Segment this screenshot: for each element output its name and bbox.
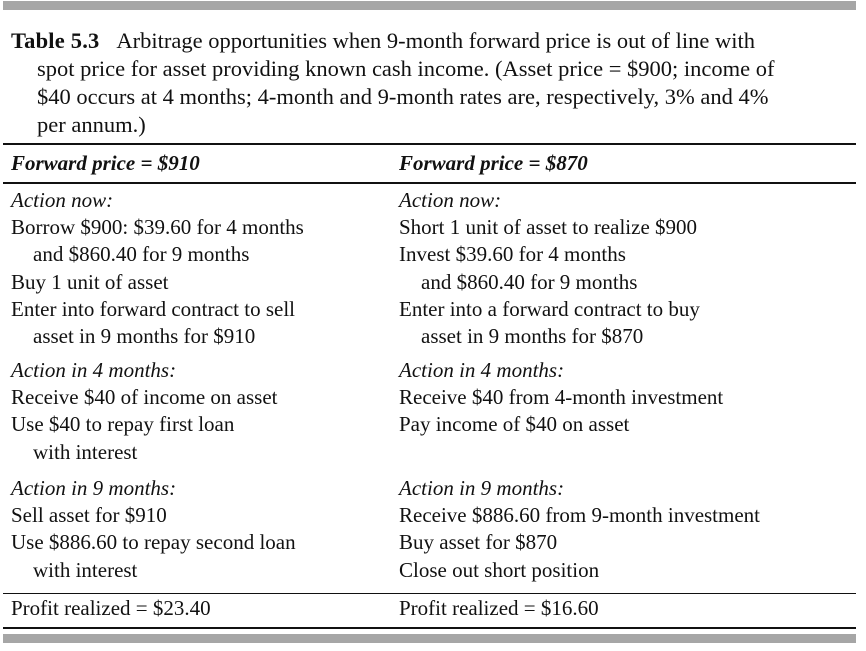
caption-text-1: Arbitrage opportunities when 9-month forward price is out of line with: [116, 28, 755, 53]
table-line: with interest: [33, 439, 138, 464]
right-profit-realized: Profit realized = $16.60: [399, 596, 599, 620]
table-line: and $860.40 for 9 months: [421, 269, 638, 294]
right-action-4-months: [399, 357, 854, 439]
table-line: Buy asset for $870: [399, 530, 558, 555]
left-action-9-months: [11, 475, 386, 584]
caption-label: Table 5.3: [11, 28, 100, 53]
table-line: Receive $40 of income on asset: [11, 385, 278, 410]
table-line: Receive $886.60 from 9-month investment: [399, 503, 761, 528]
left-action-now: [11, 187, 386, 350]
table-line: Sell asset for $910: [11, 503, 167, 528]
table-line: Pay income of $40 on asset: [399, 412, 630, 437]
caption-line-1: [11, 27, 857, 55]
table-caption: [11, 27, 857, 139]
right-action-9-months: [399, 475, 854, 584]
left-profit-realized: Profit realized = $23.40: [11, 596, 211, 620]
table-line: Use $886.60 to repay second loan: [11, 530, 296, 555]
table-line: Close out short position: [399, 557, 600, 582]
header-bottom-rule: [3, 182, 856, 184]
profit-top-rule: [3, 593, 856, 594]
section-title: Action in 9 months:: [399, 476, 565, 500]
right-column-header: Forward price = $870: [399, 151, 588, 175]
section-title: Action now:: [399, 188, 502, 212]
table-line: Invest $39.60 for 4 months: [399, 242, 626, 267]
table-line: Buy 1 unit of asset: [11, 269, 169, 294]
table-line: and $860.40 for 9 months: [33, 242, 250, 267]
table-line: Use $40 to repay first loan: [11, 412, 235, 437]
section-title: Action now:: [11, 188, 114, 212]
header-top-rule: [3, 143, 856, 145]
section-title: Action in 4 months:: [399, 358, 565, 382]
caption-line-2: spot price for asset providing known cash income. (Asset price = $900; income of: [37, 56, 775, 81]
table-line: asset in 9 months for $870: [421, 324, 644, 349]
section-title: Action in 9 months:: [11, 476, 177, 500]
table-bottom-rule: [3, 627, 856, 629]
table-line: Enter into forward contract to sell: [11, 296, 295, 321]
table-line: asset in 9 months for $910: [33, 324, 256, 349]
section-title: Action in 4 months:: [11, 358, 177, 382]
table-line: Short 1 unit of asset to realize $900: [399, 215, 698, 240]
left-column-header: Forward price = $910: [11, 151, 200, 175]
bottom-gray-bar: [3, 634, 856, 643]
top-gray-bar: [3, 1, 856, 10]
caption-line-3: $40 occurs at 4 months; 4-month and 9-month rates are, respectively, 3% and 4%: [37, 84, 769, 109]
table-line: Receive $40 from 4-month investment: [399, 385, 724, 410]
table-line: Enter into a forward contract to buy: [399, 296, 700, 321]
caption-line-4: per annum.): [37, 112, 146, 137]
left-action-4-months: [11, 357, 386, 466]
table-line: with interest: [33, 557, 138, 582]
table-line: Borrow $900: $39.60 for 4 months: [11, 215, 304, 240]
right-action-now: [399, 187, 854, 350]
